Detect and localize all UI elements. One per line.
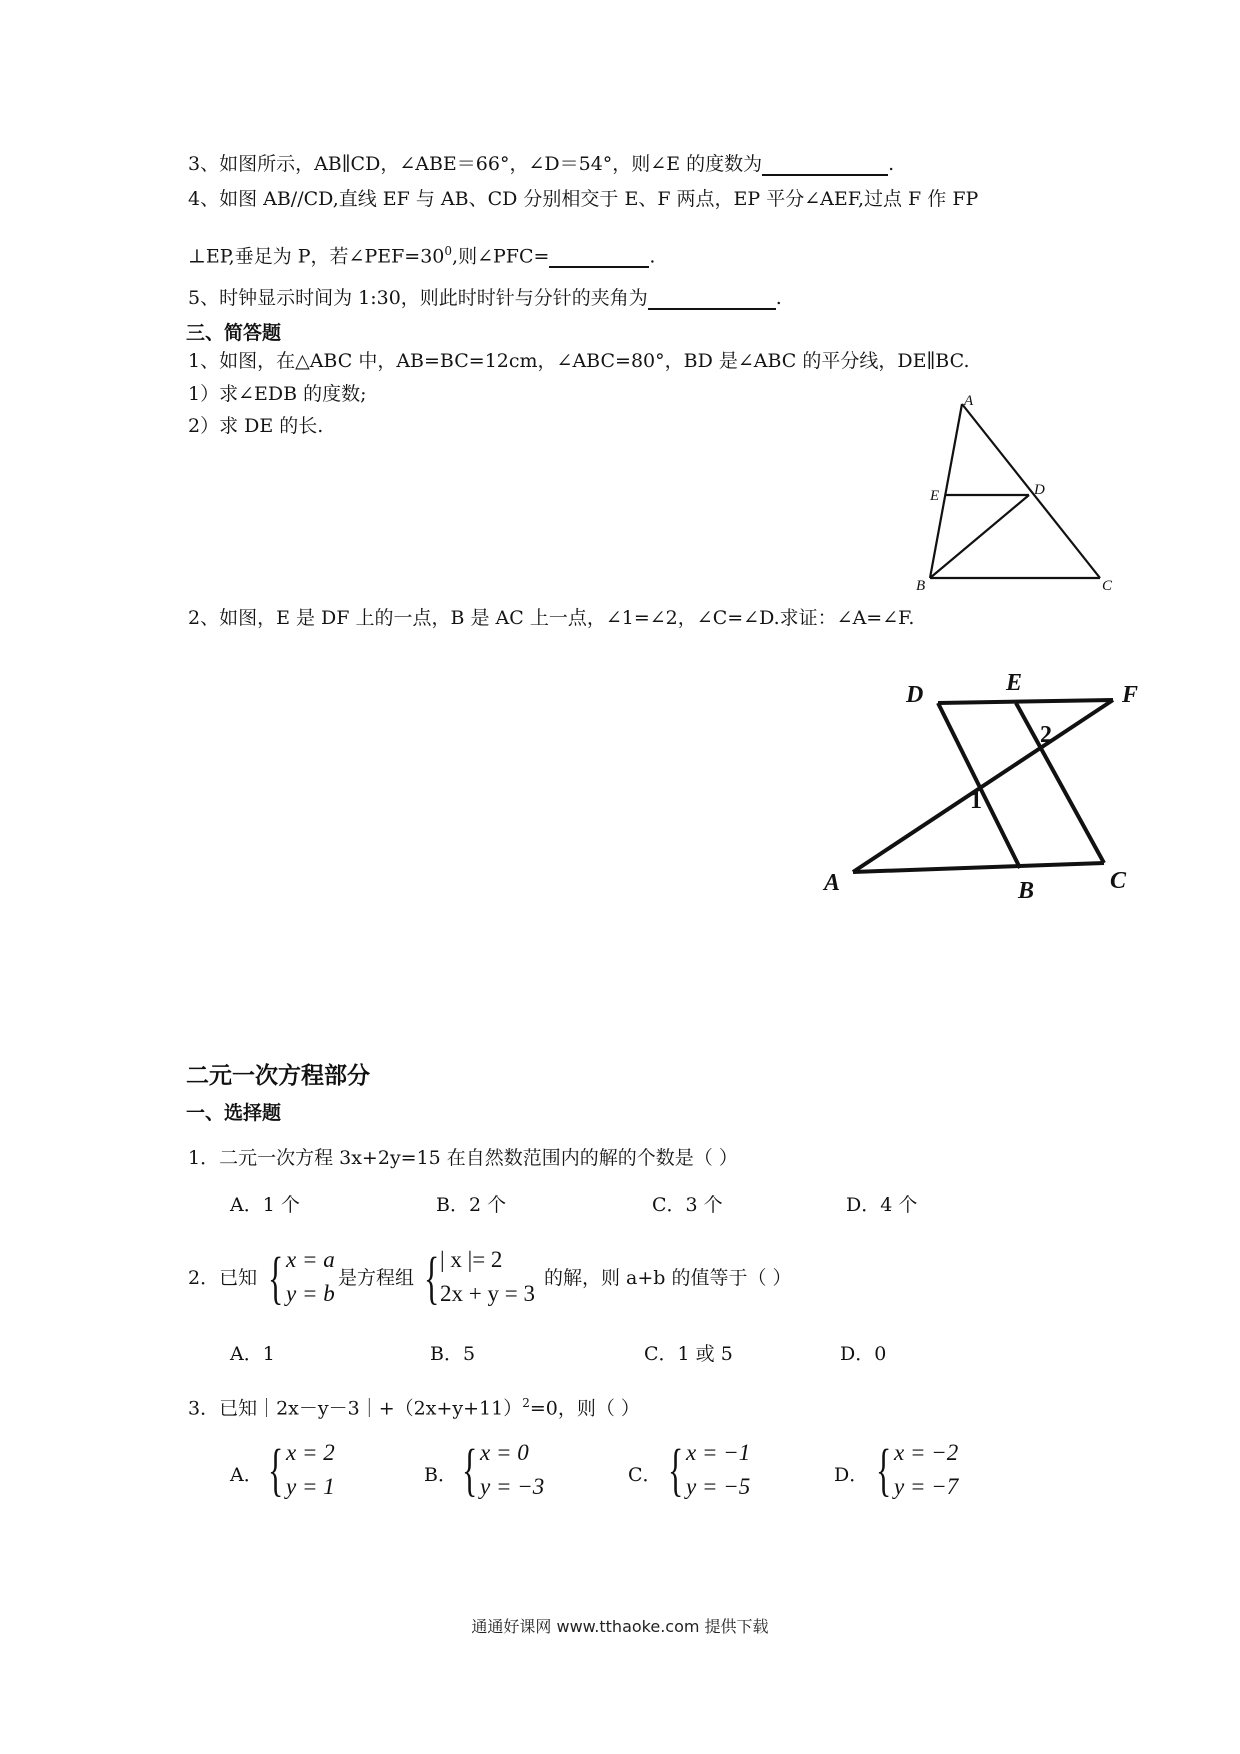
brace: { [462, 1437, 478, 1502]
label-f: F [1122, 682, 1139, 708]
system-line: 2x + y = 3 [440, 1281, 535, 1306]
q2-option-c: C．1 或 5 [644, 1343, 733, 1365]
question-3-text: 3、如图所示，AB∥CD，∠ABE＝66°，∠D＝54°，则∠E 的度数为 [188, 153, 763, 175]
q1-option-b: B．2 个 [436, 1194, 507, 1216]
option-letter: C． [628, 1464, 662, 1486]
answer-blank [648, 290, 776, 310]
q3-stem: 3．已知｜2x－y－3｜+（2x+y+11） [188, 1397, 523, 1420]
label-a: A [824, 870, 841, 896]
segment-db [938, 703, 1020, 868]
option-system [686, 1436, 750, 1504]
side-ac [962, 404, 1100, 578]
question-5-text: 5、时钟显示时间为 1:30，则此时时针与分针的夹角为 [188, 287, 648, 309]
label-c: C [1102, 578, 1113, 594]
q2-suffix: 的解，则 a+b 的值等于（ ） [544, 1267, 792, 1289]
brace: { [268, 1437, 284, 1502]
q2-prefix: 2．已知 [188, 1267, 258, 1289]
section-3-heading: 三、简答题 [186, 322, 282, 344]
segment-af [853, 700, 1113, 872]
option-letter: B． [424, 1464, 457, 1486]
q2-option-b: B．5 [430, 1343, 476, 1365]
label-a: A [964, 393, 974, 409]
triangle-figure [910, 390, 1140, 600]
equation-question-1: 1．二元一次方程 3x+2y=15 在自然数范围内的解的个数是（ ） [188, 1147, 738, 1169]
q2-system-2 [440, 1243, 535, 1311]
segment-ac [853, 863, 1104, 872]
angle-2-label: 2 [1040, 722, 1052, 748]
section-3-question-2: 2、如图，E 是 DF 上的一点，B 是 AC 上一点，∠1=∠2，∠C=∠D.求证：∠A=∠F. [188, 607, 915, 629]
brace: { [424, 1245, 440, 1310]
period: . [649, 245, 656, 268]
system-line: y = −5 [686, 1474, 751, 1499]
option-system [286, 1436, 335, 1504]
question-4-text-end: ,则∠PFC= [452, 245, 550, 268]
system-line: | x |= 2 [440, 1247, 503, 1272]
section-3-question-1-part-1: 1）求∠EDB 的度数; [188, 383, 367, 405]
question-3 [188, 152, 894, 176]
system-line: x = 0 [480, 1440, 529, 1465]
parallelogram-figure [810, 670, 1150, 920]
question-4-line-2 [188, 239, 655, 268]
degree-superscript: 0 [444, 244, 453, 258]
q1-option-a: A．1 个 [230, 1194, 300, 1216]
period: . [775, 287, 782, 309]
system-line: y = −7 [894, 1474, 959, 1499]
system-line: y = −3 [480, 1474, 545, 1499]
label-b: B [1018, 878, 1035, 904]
label-e: E [930, 488, 940, 504]
system-line: x = −1 [686, 1440, 751, 1465]
section-3-question-1: 1、如图，在△ABC 中，AB=BC=12cm，∠ABC=80°，BD 是∠ABC 的平分线，DE∥BC. [188, 350, 970, 372]
q3-stem-end: =0，则（ ） [529, 1397, 640, 1420]
question-4-text: ⊥EP,垂足为 P，若∠PEF=30 [188, 245, 445, 268]
answer-blank [762, 156, 888, 176]
question-5 [188, 286, 782, 310]
q2-option-a: A．1 [230, 1343, 275, 1365]
option-system [894, 1436, 958, 1504]
system-line: x = a [286, 1247, 335, 1272]
brace: { [268, 1245, 284, 1310]
q1-option-c: C．3 个 [652, 1194, 723, 1216]
answer-blank [549, 248, 649, 268]
option-letter: D． [834, 1464, 869, 1486]
question-4-line-1: 4、如图 AB//CD,直线 EF 与 AB、CD 分别相交于 E、F 两点，EP 平分∠AEF,过点 F 作 FP [188, 188, 979, 210]
section-3-question-1-part-2: 2）求 DE 的长. [188, 415, 324, 437]
q2-middle: 是方程组 [338, 1267, 415, 1289]
brace: { [876, 1437, 892, 1502]
label-d: D [906, 682, 924, 708]
system-line: y = b [286, 1281, 335, 1306]
system-line: y = 1 [286, 1474, 335, 1499]
multiple-choice-heading: 一、选择题 [186, 1102, 282, 1124]
q2-system-1 [286, 1243, 335, 1311]
label-b: B [916, 578, 926, 594]
system-line: x = 2 [286, 1440, 335, 1465]
brace: { [668, 1437, 684, 1502]
option-system [480, 1436, 544, 1504]
label-c: C [1110, 868, 1127, 894]
q2-option-d: D．0 [840, 1343, 887, 1365]
segment-bd [930, 495, 1029, 578]
system-line: x = −2 [894, 1440, 959, 1465]
q1-option-d: D．4 个 [846, 1194, 918, 1216]
option-letter: A． [230, 1464, 263, 1486]
label-e: E [1006, 670, 1023, 696]
segment-df [938, 700, 1113, 703]
part-2-heading: 二元一次方程部分 [186, 1063, 370, 1089]
equation-question-3 [188, 1391, 640, 1420]
angle-1-label: 1 [970, 788, 982, 814]
label-d: D [1034, 482, 1045, 498]
segment-ec [1016, 703, 1104, 863]
page-footer: 通通好课网 www.tthaoke.com 提供下载 [471, 1617, 769, 1636]
period: . [888, 153, 895, 175]
square-superscript: 2 [522, 1396, 530, 1410]
